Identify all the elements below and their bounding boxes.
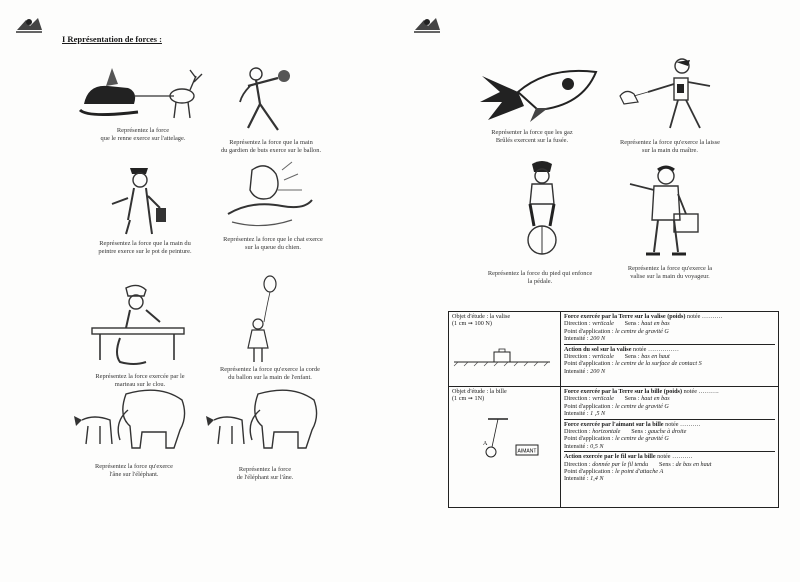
cat-dog-illustration — [222, 160, 318, 232]
force-title — [564, 453, 775, 460]
force-title — [564, 421, 775, 428]
force-line — [564, 475, 775, 482]
force-sens-value: gauche à droite — [647, 428, 687, 436]
sleigh-reindeer-illustration — [78, 64, 208, 124]
painter-illustration — [108, 160, 178, 236]
bille-object-label: Objet d'étude : la bille — [452, 388, 507, 395]
donkey-caption-2: l'âne sur l'éléphant. — [109, 471, 159, 478]
force-line-gap — [620, 428, 631, 435]
force-title-text: Action du sol sur la valise — [564, 345, 632, 353]
force-sens-value: bas en haut — [641, 353, 670, 361]
bille-force-block — [564, 421, 775, 453]
valise-object-label: Objet d'étude : la valise — [452, 313, 511, 320]
arrow-right-icon: ➞ — [467, 395, 473, 403]
balloon-caption-2: du ballon sur la main de l'enfant. — [228, 374, 312, 381]
force-sens-label: Sens : — [624, 395, 642, 403]
force-line — [564, 461, 775, 468]
force-line-label: Intensité : — [564, 442, 591, 450]
force-line — [564, 320, 775, 327]
force-line — [564, 360, 775, 367]
valise-scale-value: 100 N) — [474, 320, 492, 328]
force-line-gap — [614, 395, 625, 402]
cat-caption-1: Représentez la force que le chat exerce — [223, 236, 323, 243]
bille-force-block — [564, 388, 775, 420]
carpenter-caption-1: Représentez la force exercée par le — [95, 373, 185, 380]
logo-icon-left — [14, 14, 44, 36]
valise-force-block — [564, 313, 775, 345]
cat-caption-2: sur la queue du chien. — [245, 244, 301, 251]
bille-scale-value: 1N) — [474, 395, 485, 403]
force-line-value: verticale — [592, 353, 614, 361]
force-line — [564, 468, 775, 475]
force-line-value: le centre de gravité G — [615, 435, 669, 443]
page-title: I Représentation de forces : — [62, 34, 162, 44]
force-sens-value: de bas en haut — [675, 460, 712, 468]
force-sens-label: Sens : — [624, 353, 642, 361]
painter-caption-2: peintre exerce sur le pot de peinture. — [98, 248, 192, 255]
cyclist-illustration — [514, 160, 570, 256]
goalkeeper-illustration — [228, 64, 308, 136]
table-row-bille — [449, 387, 779, 508]
point-a-label: A — [483, 440, 488, 447]
valise-diagram — [452, 346, 552, 368]
force-line-label: Direction : — [564, 320, 593, 328]
elephant-caption-1: Représentez la force — [238, 466, 292, 473]
force-line-label: Intensité : — [564, 335, 591, 343]
sleigh-caption-2: que le renne exerce sur l'attelage. — [100, 135, 186, 142]
bille-force-block — [564, 453, 775, 484]
force-line-label: Direction : — [564, 460, 593, 468]
force-line-value: le centre de la surface de contact S — [615, 360, 702, 368]
balloon-child-illustration — [244, 274, 284, 366]
force-line-gap — [614, 320, 625, 327]
force-sens-value: haut en bas — [641, 320, 670, 328]
force-line — [564, 335, 775, 342]
carpenter-caption-2: marteau sur le clou. — [114, 381, 166, 388]
force-line-gap — [648, 461, 659, 468]
force-title-text: Force exercée par la Terre sur la valise (poids) — [564, 313, 686, 320]
cyclist-caption-2: la pédale. — [527, 278, 553, 285]
force-sens-value: haut en bas — [641, 395, 670, 403]
force-line-label: Point d'application : — [564, 327, 616, 335]
elephant-caption-2: de l'éléphant sur l'âne. — [236, 474, 294, 481]
force-line-value: horizontale — [592, 428, 621, 436]
force-title — [564, 313, 775, 320]
balloon-caption-1: Représentez la force qu'exerce la corde — [220, 366, 320, 373]
force-line-label: Point d'application : — [564, 435, 616, 443]
force-line-label: Intensité : — [564, 367, 591, 375]
dogwalker-caption-2: sur la main du maître. — [642, 147, 698, 154]
force-title-suffix: notée ………. — [682, 388, 719, 395]
force-line-value: le centre de gravité G — [615, 402, 669, 410]
force-title — [564, 388, 775, 395]
rocket-caption-2: Brûlés exercent sur la fusée. — [495, 137, 569, 144]
goalkeeper-caption-2: du gardien de buts exerce sur le ballon. — [220, 147, 322, 154]
force-title-suffix: notée …………… — [631, 345, 679, 353]
rocket-illustration — [478, 62, 602, 124]
traveler-caption-1: Représentez la force qu'exerce la — [627, 265, 713, 272]
sleigh-caption-1: Représentez la force — [116, 127, 170, 134]
force-line-value: 200 N — [590, 335, 606, 343]
force-line-value: verticale — [592, 320, 614, 328]
force-line-value: le centre de gravité G — [615, 327, 669, 335]
donkey-elephant-illustration-right — [202, 386, 326, 454]
force-line-value: 0,5 N — [590, 442, 604, 450]
force-line — [564, 353, 775, 360]
force-line-label: Intensité : — [564, 410, 591, 418]
carpenter-illustration — [90, 282, 190, 368]
logo-icon-right — [412, 14, 442, 36]
force-line-label: Point d'application : — [564, 360, 616, 368]
force-line-label: Intensité : — [564, 475, 591, 483]
force-line-label: Point d'application : — [564, 468, 616, 476]
cyclist-caption-1: Représentez la force du pied qui enfonce — [487, 270, 593, 277]
force-line-value: le point d'attache A — [615, 468, 664, 476]
force-line — [564, 443, 775, 450]
force-line — [564, 428, 775, 435]
rocket-caption-1: Représenter la force que les gaz — [491, 129, 573, 136]
goalkeeper-caption-1: Représentez la force que la main — [229, 139, 313, 146]
force-sens-label: Sens : — [631, 428, 648, 436]
force-title-suffix: notée ………. — [655, 453, 693, 461]
force-table — [448, 311, 779, 508]
force-line — [564, 368, 775, 375]
dogwalker-illustration — [618, 56, 718, 138]
force-title-suffix: notée ………. — [685, 313, 723, 320]
force-line — [564, 328, 775, 335]
arrow-right-icon: ➞ — [467, 320, 473, 328]
traveler-illustration — [626, 164, 706, 260]
force-line — [564, 395, 775, 402]
force-title-text: Force exercée par la Terre sur la bille (poids) — [564, 388, 683, 395]
force-title-text: Action exercée par le fil sur la bille — [564, 453, 656, 461]
force-line-label: Direction : — [564, 395, 593, 403]
force-line — [564, 403, 775, 410]
force-line-gap — [614, 353, 625, 360]
force-title-text: Force exercée par l'aimant sur la bille — [564, 420, 664, 428]
force-line-label: Point d'application : — [564, 402, 616, 410]
force-line-value: verticale — [592, 395, 614, 403]
force-line — [564, 435, 775, 442]
force-title — [564, 346, 775, 353]
painter-caption-1: Représentez la force que la main du — [99, 240, 191, 247]
force-line-value: 1,4 N — [590, 475, 604, 483]
dogwalker-caption-1: Représentez la force qu'exerce la laisse — [620, 139, 720, 146]
force-title-suffix: notée ………. — [663, 420, 701, 428]
force-sens-label: Sens : — [624, 320, 642, 328]
bille-diagram — [452, 417, 552, 467]
force-line-value: 200 N — [590, 367, 606, 375]
force-line-label: Direction : — [564, 428, 593, 436]
force-sens-label: Sens : — [659, 460, 676, 468]
force-line — [564, 410, 775, 417]
traveler-caption-2: valise sur la main du voyageur. — [630, 273, 710, 280]
force-line-value: 1 ,5 N — [590, 410, 606, 418]
donkey-elephant-illustration-left — [70, 386, 194, 454]
donkey-caption-1: Représentez la force qu'exerce — [95, 463, 173, 470]
magnet-label: AIMANT — [517, 448, 537, 455]
valise-force-block — [564, 346, 775, 377]
table-row-valise — [449, 312, 779, 387]
bille-scale-label: (1 cm — [452, 395, 467, 403]
force-line-value: donnée par le fil tendu — [592, 460, 649, 468]
valise-scale-label: (1 cm — [452, 320, 467, 328]
force-line-label: Direction : — [564, 353, 593, 361]
